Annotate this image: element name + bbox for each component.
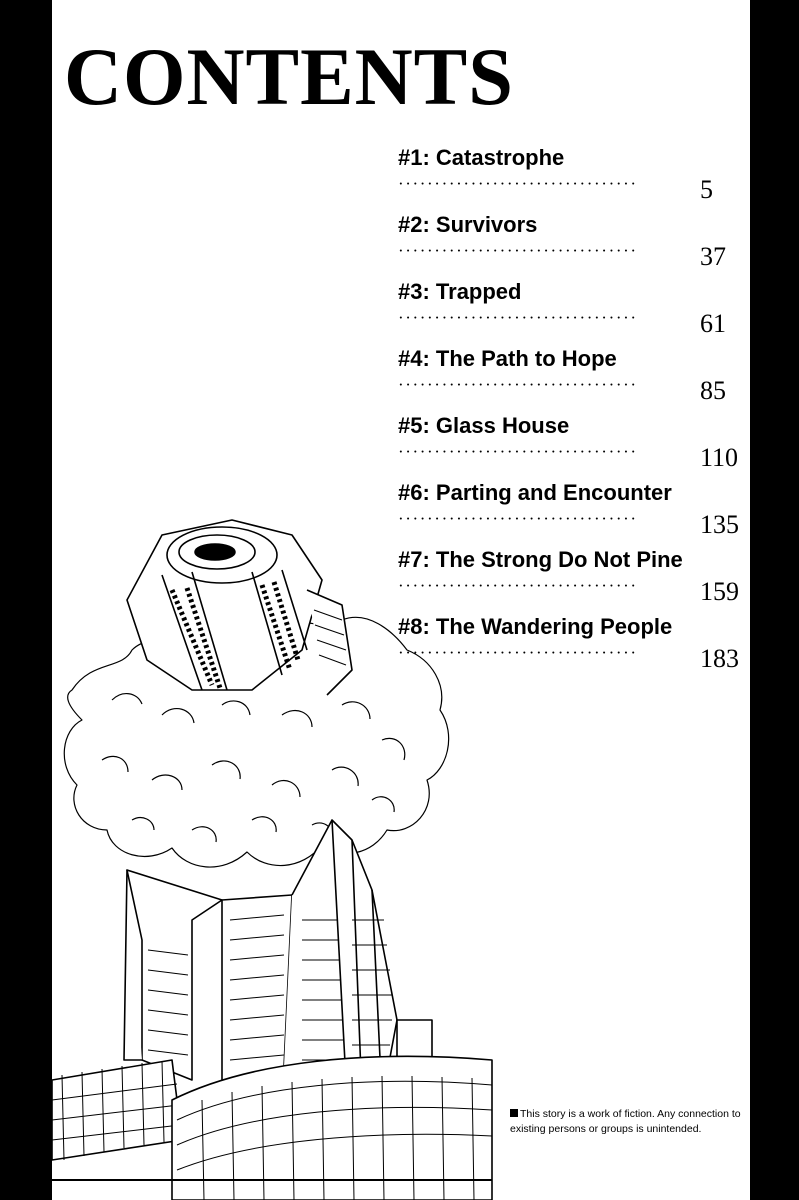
- toc-entry-title: #4: The Path to Hope: [398, 346, 617, 371]
- contents-page: [52, 0, 750, 1200]
- toc-dot-leader: ·································: [398, 375, 638, 394]
- toc-dot-leader: ·································: [398, 442, 638, 461]
- toc-page-number: 61: [700, 309, 726, 338]
- toc-entry-1[interactable]: [398, 146, 743, 213]
- toc-entry-5[interactable]: [398, 414, 743, 481]
- toc-entry-title: #2: Survivors: [398, 212, 538, 237]
- square-bullet-icon: [510, 1109, 518, 1117]
- toc-page-number: 5: [700, 175, 713, 204]
- fiction-disclaimer: [510, 1107, 750, 1137]
- base-building: [52, 1056, 492, 1200]
- toc-dot-leader: ·································: [398, 308, 638, 327]
- toc-page-number: 37: [700, 242, 726, 271]
- toc-entry-4[interactable]: [398, 347, 743, 414]
- toc-dot-leader: ·································: [398, 643, 638, 662]
- toc-page-number: 183: [700, 644, 739, 673]
- toc-entry-title: #3: Trapped: [398, 279, 522, 304]
- toc-entry-title: #5: Glass House: [398, 413, 570, 438]
- toc-entry-3[interactable]: [398, 280, 743, 347]
- toc-page-number: 110: [700, 443, 739, 472]
- toc-entry-title: #6: Parting and Encounter: [398, 480, 672, 505]
- toc-page-number: 159: [700, 577, 739, 606]
- toc-dot-leader: ·································: [398, 576, 638, 595]
- left-border: [0, 0, 52, 1200]
- page-title: CONTENTS: [64, 31, 514, 122]
- disclaimer-text: This story is a work of fiction. Any connection to existing persons or groups is unintended.: [510, 1108, 741, 1135]
- toc-page-number: 135: [700, 510, 739, 539]
- toc-entry-title: #8: The Wandering People: [398, 614, 673, 639]
- toc-entry-2[interactable]: [398, 213, 743, 280]
- toc-dot-leader: ·································: [398, 509, 638, 528]
- right-border: [750, 0, 799, 1200]
- toc-entry-title: #7: The Strong Do Not Pine: [398, 547, 683, 572]
- toc-dot-leader: ·································: [398, 174, 638, 193]
- toc-entry-title: #1: Catastrophe: [398, 145, 565, 170]
- falling-tower-top: [127, 520, 352, 695]
- toc-page-number: 85: [700, 376, 726, 405]
- toc-dot-leader: ·································: [398, 241, 638, 260]
- building-illustration: [52, 500, 502, 1200]
